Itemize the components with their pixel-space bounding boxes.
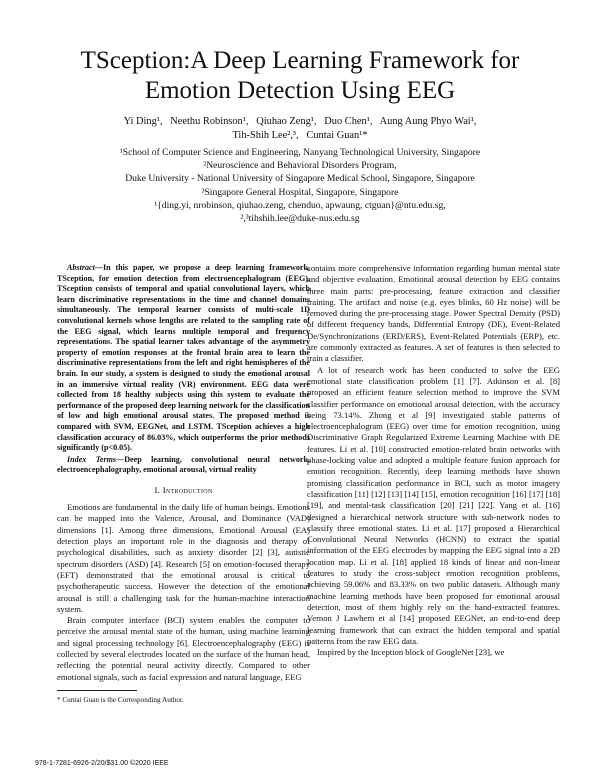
abstract-text: —In this paper, we propose a deep learning framework, TSception, for emotion detection from electroencephalogram (EEG). TSception consists of temporal and spatial convolutional layers, which learn discriminative representations in the time and channel domains simultaneously. The temporal learner consists of multi-scale 1D convolutional kernels whose lengths are related to the sampling rate of the EEG signal, which learns multiple temporal and frequency representations. The spatial learner takes advantage of the asymmetry property of emotion responses at the frontal brain area to learn the discriminative representations from the left and right hemispheres of the brain. In our study, a system is designed to study the emotional arousal in an immersive virtual reality (VR) environment. EEG data were collected from 18 healthy subjects using this system to evaluate the performance of the proposed deep learning network for the classification of low and high emotional arousal states. The proposed method is compared with SVM, EEGNet, and LSTM. TSception achieves a high classification accuracy of 86.03%, which outperforms the prior methods significantly (p<0.05). [57,263,310,453]
email-line: ¹{ding.yi, nrobinson, qiuhao.zeng, chenduo, apwaung, ctguan}@ntu.edu.sg, [154,199,446,211]
paper-title [0,46,600,106]
right-paragraph-2: A lot of research work has been conducted to solve the EEG emotional state classification problem [1] [7]. Atkinson et al. [8] proposed an efficient feature selection method to improve the SVM classifier performance on emotional arousal detection, with the accuracy being 73.14%. Zhong et al [9] investigated stable patterns of electroencephalogram (EEG) over time for emotion recognition, using Discriminative Graph Regularized Extreme Learning Machine with DE features. Li et al. [10] constructed emotion-related brain networks with phase-locking value and adopted a multiple feature fusion approach for emotion recognition. Recently, deep learning methods have shown promising classification performance in BCI, such as motor imagery classification [11] [12] [13] [14] [15], emotion recognition [16] [17] [18] [19], and mental-task classification [20] [21] [22]. Yang et al. [16] designed a hierarchical network structure with sub-network nodes to classify three emotional states. Li et al. [17] proposed a Hierarchical Convolutional Neural Networks (HCNN) to extract the spatial information of the EEG electrodes by mapping the EEG signal into a 2D location map. Li et al. [18] applied 18 kinds of linear and non-linear features to study the cross-subject emotion recognition problems, achieving 59.06% and 83.33% on two public datasets. Although many machine learning methods have been proposed for emotional arousal detection, most of them highly rely on the hand-extracted features. Vernon J Lawhern et al [14] proposed EEGNet, an end-to-end deep learning framework that can extract the hidden temporal and spatial patterns from the raw EEG data. [307,364,560,646]
footnote: * Cuntai Guan is the Corresponding Author. [57,696,184,704]
right-column [307,263,560,658]
copyright-line: 978-1-7281-6926-2/20/$31.00 ©2020 IEEE [35,760,169,767]
section-title: Introduction [162,484,213,495]
right-paragraph-1: contains more comprehensive information regarding human mental state and objective evaluation. Emotional arousal detection by EEG contains three main parts: pre-processing, feature extraction and classifier training. The artifact and noise (e.g. eyes blinks, 60 Hz noise) will be removed during the pre-processing stage. Power Spectral Density (PSD) of different frequency bands, Differential Entropy (DE), Event-Related De/Synchronizations (ERD/ERS), Event-Related Potentials (ERP), etc. are commonly extracted as features. A set of features is then selected to train a classifier. [307,263,560,364]
left-column [57,263,310,683]
index-terms [57,455,310,476]
index-terms-label: Index Terms [67,454,117,464]
intro-paragraph-1: Emotions are fundamental in the daily life of human beings. Emotions can be mapped into the Valence, Arousal, and Dominance (VAD) dimensions [1]. Among three dimensions, Emotional Arousal (EA) detection plays an important role in the diagnosis and therapy of psychological disabilities, such as anxiety disorder [2] [3], autistic spectrum disorders (ASD) [4]. Research [5] on emotion-focused therapy (EFT) demonstrated that the emotional arousal is critical to psychotherapeutic success. However the detection of the emotional arousal is still a challenging task for the human-machine interaction system. [57,502,310,614]
intro-paragraph-2: Brain computer interface (BCI) system enables the computer to perceive the arousal mental state of the human, using machine learning and signal processing technology [6]. Electroencephalography (EEG) is collected by several electrodes located on the surface of the human head, reflecting the potential neural activity directly. Compared to other emotional signals, such as facial expression and natural language, EEG [57,615,310,682]
authors-line-2: Tih-Shih Lee²,³, Cuntai Guan¹* [232,130,368,141]
affiliation-line: Duke University - National University of Singapore Medical School, Singapore, Singapore [125,173,475,185]
section-number: I. [154,484,163,495]
abstract [57,263,310,454]
title-line-2: Emotion Detection Using EEG [144,77,456,104]
index-terms-text: —Deep learning, convolutional neural network, electroencephalography, emotional arousal, virtual reality [57,454,311,475]
email-line: ²,³tihshih.lee@duke-nus.edu.sg [240,213,360,225]
affiliations [40,146,560,225]
title-line-1: TSception:A Deep Learning Framework for [80,47,520,74]
affiliation-line: ¹School of Computer Science and Engineering, Nanyang Technological University, Singapore [119,147,481,158]
authors-line-1: Yi Ding¹, Neethu Robinson¹, Qiuhao Zeng¹, Duo Chen¹, Aung Aung Phyo Wai¹, [123,116,477,127]
affiliation-line: ²Neuroscience and Behavioral Disorders Program, [203,160,397,172]
abstract-label: Abstract [67,263,95,272]
affiliation-line: ³Singapore General Hospital, Singapore, Singapore [201,186,399,198]
author-list [60,115,540,143]
right-paragraph-3: Inspired by the Inception block of GoogleNet [23], we [317,647,505,658]
section-heading-introduction [57,485,310,496]
footnote-rule [57,690,137,691]
